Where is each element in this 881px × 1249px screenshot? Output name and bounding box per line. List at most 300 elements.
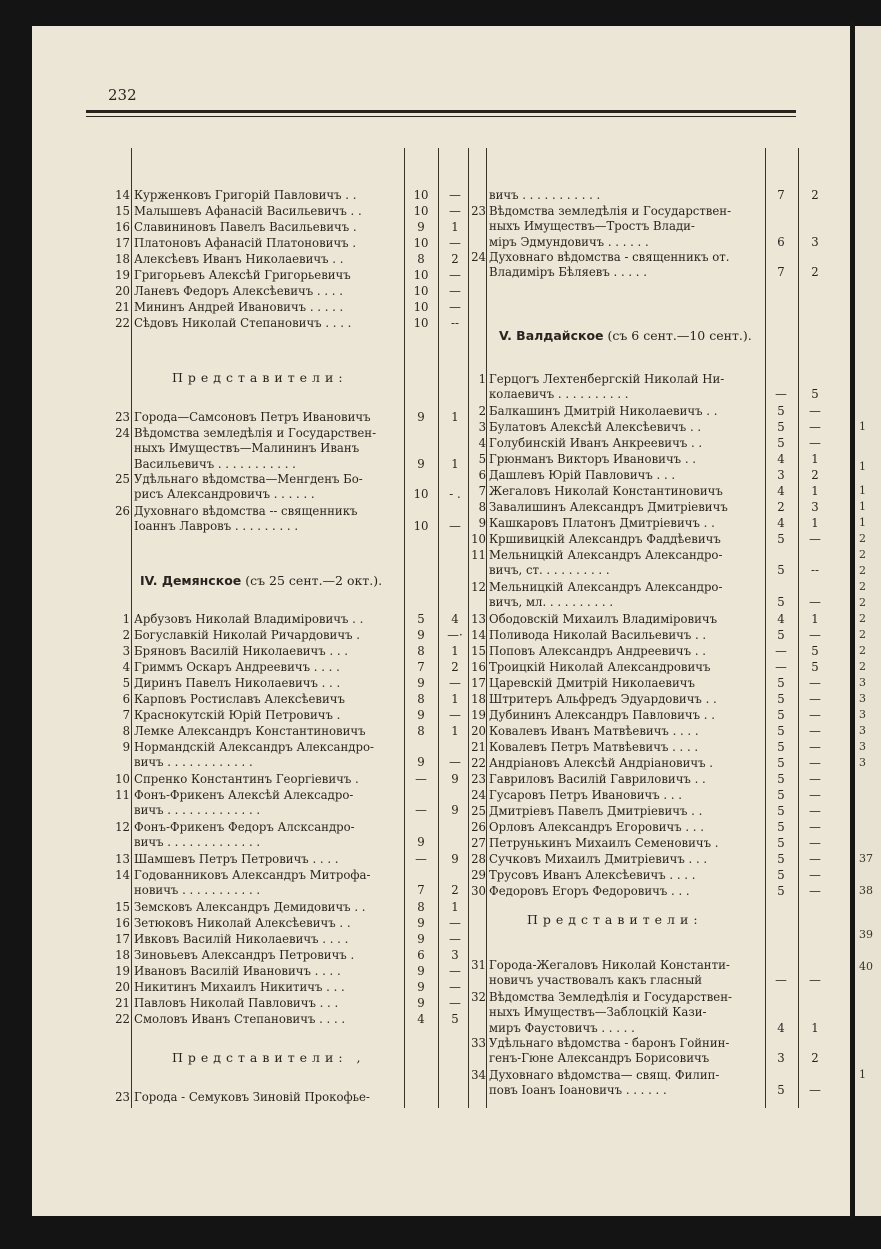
count-value-b: — — [449, 268, 461, 282]
edge-mark: 38 — [859, 884, 873, 897]
entry-number: 23 — [115, 1090, 130, 1104]
count-value-a: 9 — [417, 708, 425, 722]
entry-number: 2 — [478, 404, 486, 418]
edge-mark: 40 — [859, 960, 873, 973]
entry-text-line: вичъ . . . . . . . . . . . . — [134, 755, 253, 770]
count-value-b: 1 — [451, 456, 459, 471]
entry-number: 24 — [471, 788, 486, 802]
entry-text-line: повъ Іоанъ Іоановичъ . . . . . . — [489, 1083, 667, 1098]
entry-text-line: ныхъ Имуществъ—Заблоцкій Кази- — [489, 1005, 707, 1020]
count-value-a: 6 — [417, 948, 425, 962]
count-value-b: — — [809, 772, 821, 786]
count-value-b: — — [449, 300, 461, 314]
count-value-b: — — [449, 996, 461, 1010]
entry-number: 14 — [115, 188, 130, 202]
entry-number: 5 — [122, 676, 130, 690]
entry-text-line: Троицкій Николай Александровичъ — [489, 660, 711, 674]
count-value-a: 4 — [777, 452, 785, 466]
count-value-a: 7 — [777, 265, 785, 280]
count-value-b: 5 — [811, 660, 819, 674]
entry-text-line: Кашкаровъ Платонъ Дмитріевичъ . . — [489, 516, 715, 530]
count-value-b: — — [809, 436, 821, 450]
entry-text-line: Ивановъ Василій Ивановичъ . . . . — [134, 964, 341, 978]
count-value-a: 4 — [777, 612, 785, 626]
entry-text-line: Алексѣевъ Иванъ Николаевичъ . . — [134, 252, 344, 266]
count-value-a: 5 — [417, 612, 425, 626]
edge-mark: 1 — [859, 1068, 866, 1081]
count-value-a: 5 — [777, 692, 785, 706]
entry-number: 8 — [122, 724, 130, 738]
count-value-b: - . — [449, 487, 461, 502]
entry-text-line: Ковалевъ Петръ Матвѣевичъ . . . . — [489, 740, 699, 754]
entry-text-line: Завалишинъ Александръ Дмитріевичъ — [489, 500, 728, 514]
entry-number: 11 — [115, 788, 130, 802]
section-heading — [499, 328, 752, 343]
count-value-b: — — [809, 820, 821, 834]
count-value-b: — — [809, 708, 821, 722]
entry-text-line: Духовнаго вѣдомства - священникъ от. — [489, 250, 730, 264]
count-value-a: 5 — [777, 420, 785, 434]
count-value-b: — — [449, 519, 461, 534]
section-heading — [140, 573, 382, 588]
count-value-a: 7 — [417, 883, 425, 898]
count-value-b: -- — [811, 563, 819, 578]
count-value-b: 9 — [451, 852, 459, 866]
entry-number: 21 — [115, 996, 130, 1010]
count-value-a: 9 — [417, 456, 425, 471]
count-value-b: — — [809, 836, 821, 850]
count-value-a: 8 — [417, 900, 425, 914]
count-value-b: — — [449, 676, 461, 690]
count-value-b: — — [449, 932, 461, 946]
entry-text-line: Смоловъ Иванъ Степановичъ . . . . — [134, 1012, 346, 1026]
entry-text-line: Фонъ-Фрикенъ Федоръ Алсксандро- — [134, 820, 355, 834]
entry-text-line: Гриммъ Оскаръ Андреевичъ . . . . — [134, 660, 340, 674]
edge-mark: 1 — [859, 500, 866, 513]
count-value-a: 5 — [777, 595, 785, 610]
count-value-b: 3 — [811, 500, 819, 514]
entry-text-line: Славининовъ Павелъ Васильевичъ . — [134, 220, 357, 234]
header-rule-thin — [86, 116, 796, 117]
count-value-b: — — [809, 724, 821, 738]
count-value-a: 4 — [777, 516, 785, 530]
section-heading-label: IV. Демянское — [140, 573, 242, 588]
count-value-a: 8 — [417, 644, 425, 658]
entry-number: 16 — [115, 916, 130, 930]
entry-number: 15 — [115, 204, 130, 218]
entry-text-line: Никитинъ Михаилъ Никитичъ . . . — [134, 980, 345, 994]
count-value-a: 9 — [417, 628, 425, 642]
edge-mark: 1 — [859, 420, 866, 433]
entry-text-line: Ковалевъ Иванъ Матвѣевичъ . . . . — [489, 724, 699, 738]
count-value-a: 9 — [417, 410, 425, 424]
entry-text-line: Спренко Константинъ Георгіевичъ . — [134, 772, 359, 786]
count-value-b: — — [809, 532, 821, 546]
count-value-b: — — [449, 980, 461, 994]
entry-number: 11 — [471, 548, 486, 562]
entry-number: 23 — [471, 204, 486, 218]
count-value-a: 9 — [417, 220, 425, 234]
count-value-b: 9 — [451, 772, 459, 786]
entry-text-line: Лемке Александръ Константиновичъ — [134, 724, 366, 738]
entry-text-line: Васильевичъ . . . . . . . . . . . — [134, 456, 296, 471]
entry-text-line: Зиновьевъ Александръ Петровичъ . — [134, 948, 355, 962]
count-value-b: 9 — [451, 803, 459, 818]
entry-number: 12 — [471, 580, 486, 594]
entry-text-line: вичъ . . . . . . . . . . . . . — [134, 803, 261, 818]
entry-number: 7 — [478, 484, 486, 498]
entry-text-line: Диринъ Павелъ Николаевичъ . . . — [134, 676, 341, 690]
entry-number: 31 — [471, 958, 486, 972]
entry-number: 12 — [115, 820, 130, 834]
entry-text-line: Гавриловъ Василій Гавриловичъ . . — [489, 772, 706, 786]
entry-number: 1 — [478, 372, 486, 386]
entry-number: 4 — [478, 436, 486, 450]
count-value-a: 10 — [413, 284, 429, 298]
entry-text-line: Гусаровъ Петръ Ивановичъ . . . — [489, 788, 682, 802]
edge-mark: 3 — [859, 676, 866, 689]
section-heading-dates: (съ 25 сент.—2 окт.). — [241, 573, 383, 588]
entry-text-line: Курженковъ Григорій Павловичъ . . — [134, 188, 357, 202]
count-value-a: 5 — [777, 820, 785, 834]
count-value-a: 5 — [777, 676, 785, 690]
entry-number: 15 — [471, 644, 486, 658]
entry-text-line: Поливода Николай Васильевичъ . . — [489, 628, 707, 642]
entry-number: 29 — [471, 868, 486, 882]
column-rule — [486, 148, 487, 1108]
count-value-b: 4 — [451, 612, 459, 626]
entry-text-line: ныхъ Имуществъ—Малининъ Иванъ — [134, 441, 360, 456]
entry-number: 33 — [471, 1036, 486, 1050]
count-value-b: 5 — [811, 644, 819, 658]
count-value-a: 4 — [777, 484, 785, 498]
count-value-a: 2 — [777, 500, 785, 514]
entry-text-line: Павловъ Николай Павловичъ . . . — [134, 996, 339, 1010]
count-value-b: 1 — [451, 644, 459, 658]
edge-mark: 3 — [859, 692, 866, 705]
count-value-a: 5 — [777, 532, 785, 546]
entry-text-line: новичъ . . . . . . . . . . . — [134, 883, 261, 898]
edge-mark: 2 — [859, 548, 866, 561]
count-value-b: — — [449, 236, 461, 250]
count-value-a: 10 — [413, 487, 429, 502]
count-value-a: 10 — [413, 204, 429, 218]
entry-text-line: Трусовъ Иванъ Алексѣевичъ . . . . — [489, 868, 696, 882]
entry-text-line: Города - Семуковъ Зиновій Прокофье- — [134, 1090, 370, 1104]
entry-text-line: Сѣдовъ Николай Степановичъ . . . . — [134, 316, 352, 330]
entry-text-line: Петрунькинъ Михаилъ Семеновичъ . — [489, 836, 719, 850]
entry-text-line: ныхъ Имуществъ—Тростъ Влади- — [489, 219, 695, 234]
count-value-b: — — [809, 868, 821, 882]
entry-text-line: Мельницкій Александръ Александро- — [489, 580, 723, 594]
edge-mark: 2 — [859, 628, 866, 641]
entry-text-line: Федоровъ Егоръ Федоровичъ . . . — [489, 884, 690, 898]
entry-text-line: Удѣльнаго вѣдомства - баронъ Гойнин- — [489, 1036, 730, 1050]
edge-mark: 3 — [859, 724, 866, 737]
edge-mark: 2 — [859, 580, 866, 593]
count-value-a: 5 — [777, 708, 785, 722]
entry-text-line: вичъ, мл. . . . . . . . . . — [489, 595, 614, 610]
entry-text-line: Годованниковъ Александръ Митрофа- — [134, 868, 371, 882]
count-value-b: — — [449, 964, 461, 978]
count-value-a: 5 — [777, 804, 785, 818]
entry-number: 17 — [115, 236, 130, 250]
count-value-b: — — [449, 284, 461, 298]
count-value-b: — — [449, 204, 461, 218]
count-value-b: 1 — [451, 410, 459, 424]
entry-text-line: Штритеръ Альфредъ Эдуардовичъ . . — [489, 692, 717, 706]
entry-text-line: рисъ Александровичъ . . . . . . — [134, 487, 315, 502]
count-value-b: 2 — [451, 883, 459, 898]
entry-text-line: Зетюковъ Николай Алексѣевичъ . . — [134, 916, 351, 930]
column-rule — [798, 148, 799, 1108]
count-value-b: — — [809, 756, 821, 770]
count-value-a: 5 — [777, 628, 785, 642]
section-subheading: Представители: — [172, 370, 348, 385]
count-value-b: 1 — [451, 900, 459, 914]
section-heading-dates: (съ 6 сент.—10 сент.). — [603, 328, 752, 343]
page-number: 232 — [108, 86, 137, 104]
count-value-a: 10 — [413, 316, 429, 330]
count-value-a: — — [775, 387, 787, 402]
count-value-a: 5 — [777, 404, 785, 418]
entry-number: 21 — [115, 300, 130, 314]
count-value-b: — — [809, 1083, 821, 1098]
count-value-b: 3 — [811, 234, 819, 249]
count-value-a: 8 — [417, 252, 425, 266]
entry-text-line: Города-Жегаловъ Николай Константи- — [489, 958, 730, 972]
count-value-a: — — [775, 660, 787, 674]
count-value-a: 9 — [417, 755, 425, 770]
entry-text-line: Герцогъ Лехтенбергскій Николай Ни- — [489, 372, 725, 386]
count-value-b: — — [449, 708, 461, 722]
count-value-a: 5 — [777, 724, 785, 738]
entry-text-line: Вѣдомства земледѣлія и Государствен- — [489, 204, 732, 218]
count-value-b: 2 — [811, 188, 819, 202]
entry-text-line: Ланевъ Федоръ Алексѣевичъ . . . . — [134, 284, 343, 298]
count-value-b: 3 — [451, 948, 459, 962]
count-value-a: 5 — [777, 563, 785, 578]
edge-mark: 2 — [859, 660, 866, 673]
entry-text-line: Іоаннъ Лавровъ . . . . . . . . . — [134, 519, 299, 534]
entry-number: 24 — [471, 250, 486, 264]
count-value-b: — — [809, 973, 821, 988]
count-value-b: 5 — [811, 387, 819, 402]
entry-text-line: вичъ . . . . . . . . . . . — [489, 188, 601, 202]
entry-number: 8 — [478, 500, 486, 514]
entry-text-line: Дмитріевъ Павелъ Дмитріевичъ . . — [489, 804, 703, 818]
section-subheading: Представители: — [527, 912, 703, 927]
next-page-edge — [855, 26, 881, 1216]
count-value-a: 9 — [417, 996, 425, 1010]
count-value-a: 5 — [777, 868, 785, 882]
count-value-a: — — [415, 772, 427, 786]
count-value-b: 2 — [811, 1051, 819, 1066]
entry-text-line: Жегаловъ Николай Константиновичъ — [489, 484, 723, 498]
entry-text-line: Поповъ Александръ Андреевичъ . . — [489, 644, 706, 658]
entry-text-line: Нормандскій Александръ Александро- — [134, 740, 374, 754]
count-value-b: — — [449, 188, 461, 202]
entry-number: 22 — [115, 316, 130, 330]
count-value-a: 10 — [413, 236, 429, 250]
entry-number: 7 — [122, 708, 130, 722]
column-rule — [404, 148, 405, 1108]
edge-mark: 37 — [859, 852, 873, 865]
entry-number: 22 — [471, 756, 486, 770]
count-value-b: 2 — [451, 252, 459, 266]
entry-text-line: Богуславкій Николай Ричардовичъ . — [134, 628, 360, 642]
entry-text-line: Орловъ Александръ Егоровичъ . . . — [489, 820, 704, 834]
entry-text-line: колаевичъ . . . . . . . . . . — [489, 387, 629, 402]
count-value-b: 1 — [811, 612, 819, 626]
edge-mark: 3 — [859, 740, 866, 753]
count-value-a: 5 — [777, 740, 785, 754]
count-value-a: 5 — [777, 756, 785, 770]
edge-mark: 1 — [859, 484, 866, 497]
entry-text-line: Земсковъ Александръ Демидовичъ . . — [134, 900, 366, 914]
count-value-b: -- — [451, 316, 459, 330]
entry-text-line: Голубинскій Иванъ Анкреевичъ . . — [489, 436, 703, 450]
entry-number: 20 — [115, 284, 130, 298]
entry-text-line: Мельницкій Александръ Александро- — [489, 548, 723, 562]
edge-mark: 3 — [859, 708, 866, 721]
count-value-b: 1 — [811, 516, 819, 530]
count-value-b: 1 — [811, 1020, 819, 1035]
entry-number: 18 — [115, 948, 130, 962]
entry-number: 20 — [471, 724, 486, 738]
entry-text-line: Ивковъ Василій Николаевичъ . . . . — [134, 932, 349, 946]
edge-mark: 2 — [859, 596, 866, 609]
edge-mark: 3 — [859, 756, 866, 769]
count-value-a: 9 — [417, 964, 425, 978]
edge-mark: 2 — [859, 532, 866, 545]
entry-number: 13 — [115, 852, 130, 866]
count-value-a: 8 — [417, 692, 425, 706]
entry-number: 9 — [478, 516, 486, 530]
count-value-b: — — [809, 804, 821, 818]
entry-text-line: Сучковъ Михаилъ Дмитріевичъ . . . — [489, 852, 708, 866]
entry-text-line: генъ-Гюне Александръ Борисовичъ — [489, 1051, 710, 1066]
entry-number: 24 — [115, 426, 130, 440]
entry-number: 19 — [115, 268, 130, 282]
count-value-a: 4 — [777, 1020, 785, 1035]
count-value-b: 2 — [451, 660, 459, 674]
count-value-b: — — [449, 916, 461, 930]
entry-text-line: Дубининъ Александръ Павловичъ . . — [489, 708, 715, 722]
count-value-a: 5 — [777, 772, 785, 786]
entry-number: 20 — [115, 980, 130, 994]
count-value-a: 9 — [417, 916, 425, 930]
count-value-a: 5 — [777, 436, 785, 450]
entry-number: 10 — [115, 772, 130, 786]
entry-text-line: Вѣдомства Земледѣлія и Государствен- — [489, 990, 732, 1004]
entry-text-line: Царевскій Дмитрій Николаевичъ — [489, 676, 695, 690]
entry-number: 13 — [471, 612, 486, 626]
entry-text-line: Кршивицкій Александръ Фаддѣевичъ — [489, 532, 721, 546]
entry-text-line: Владиміръ Бѣляевъ . . . . . — [489, 265, 647, 280]
entry-number: 25 — [471, 804, 486, 818]
edge-mark: 1 — [859, 460, 866, 473]
section-heading-label: V. Валдайское — [499, 328, 604, 343]
entry-number: 28 — [471, 852, 486, 866]
count-value-a: 6 — [777, 234, 785, 249]
count-value-a: 8 — [417, 724, 425, 738]
entry-number: 16 — [471, 660, 486, 674]
count-value-a: — — [775, 973, 787, 988]
count-value-a: — — [775, 644, 787, 658]
column-rule — [131, 148, 132, 1108]
entry-number: 23 — [115, 410, 130, 424]
entry-text-line: Арбузовъ Николай Владиміровичъ . . — [134, 612, 364, 626]
entry-number: 26 — [471, 820, 486, 834]
count-value-b: 1 — [811, 484, 819, 498]
count-value-b: 1 — [451, 724, 459, 738]
edge-mark: 39 — [859, 928, 873, 941]
entry-number: 3 — [122, 644, 130, 658]
count-value-a: 4 — [417, 1012, 425, 1026]
count-value-b: 1 — [811, 452, 819, 466]
header-rule-thick — [86, 110, 796, 113]
count-value-b: — — [449, 755, 461, 770]
count-value-b: 2 — [811, 468, 819, 482]
entry-text-line: Андріановъ Алексѣй Андріановичъ . — [489, 756, 713, 770]
count-value-a: 10 — [413, 188, 429, 202]
section-subheading: Представители: , — [172, 1050, 366, 1065]
count-value-b: — — [809, 788, 821, 802]
count-value-b: — — [809, 884, 821, 898]
entry-number: 3 — [478, 420, 486, 434]
entry-text-line: Удѣльнаго вѣдомства—Менгденъ Бо- — [134, 472, 363, 486]
count-value-a: 5 — [777, 836, 785, 850]
count-value-a: 3 — [777, 1051, 785, 1066]
entry-number: 26 — [115, 504, 130, 518]
count-value-a: 9 — [417, 676, 425, 690]
entry-number: 22 — [115, 1012, 130, 1026]
entry-text-line: Малышевъ Афанасій Васильевичъ . . — [134, 204, 362, 218]
entry-number: 32 — [471, 990, 486, 1004]
edge-mark: 2 — [859, 612, 866, 625]
entry-text-line: Карповъ Ростиславъ Алексѣевичъ — [134, 692, 345, 706]
entry-text-line: вичъ, ст. . . . . . . . . . — [489, 563, 610, 578]
entry-text-line: новичъ участвовалъ какъ гласный — [489, 973, 703, 988]
count-value-b: — — [809, 628, 821, 642]
edge-mark: 1 — [859, 516, 866, 529]
entry-text-line: міръ Эдмундовичъ . . . . . . — [489, 234, 649, 249]
entry-text-line: Духовнаго вѣдомства— свящ. Филип- — [489, 1068, 720, 1082]
entry-text-line: Балкашинъ Дмитрій Николаевичъ . . — [489, 404, 718, 418]
count-value-a: 9 — [417, 835, 425, 850]
entry-text-line: Грюнманъ Викторъ Ивановичъ . . — [489, 452, 696, 466]
count-value-a: 10 — [413, 268, 429, 282]
entry-number: 18 — [471, 692, 486, 706]
entry-text-line: Григорьевъ Алексѣй Григорьевичъ — [134, 268, 351, 282]
entry-number: 10 — [471, 532, 486, 546]
count-value-b: — — [809, 420, 821, 434]
entry-number: 1 — [122, 612, 130, 626]
count-value-a: 5 — [777, 788, 785, 802]
count-value-a: 5 — [777, 1083, 785, 1098]
entry-text-line: Бряновъ Василій Николаевичъ . . . — [134, 644, 349, 658]
count-value-a: 5 — [777, 884, 785, 898]
count-value-b: — — [809, 676, 821, 690]
entry-number: 25 — [115, 472, 130, 486]
count-value-a: 3 — [777, 468, 785, 482]
entry-number: 18 — [115, 252, 130, 266]
count-value-b: 2 — [811, 265, 819, 280]
entry-text-line: Мининъ Андрей Ивановичъ . . . . . — [134, 300, 344, 314]
count-value-b: — — [809, 595, 821, 610]
entry-number: 6 — [122, 692, 130, 706]
